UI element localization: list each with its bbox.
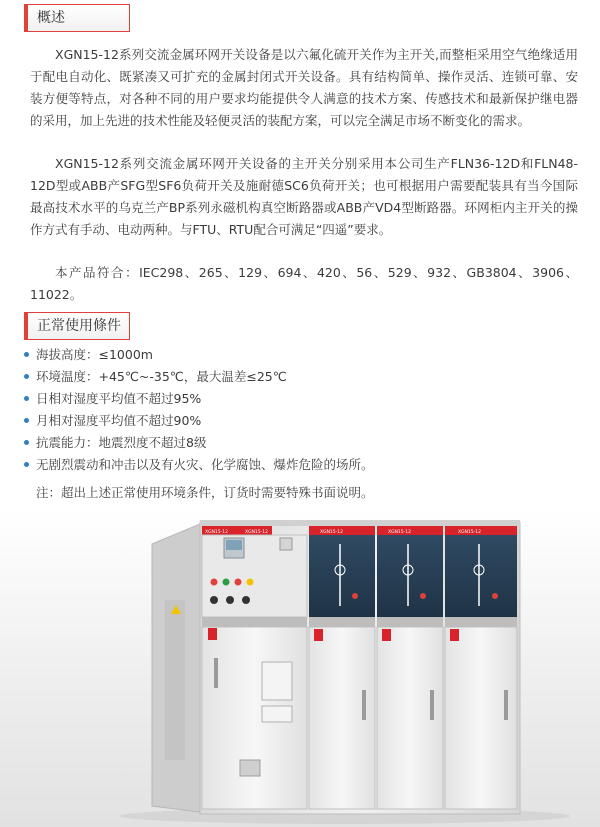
list-item (22, 410, 582, 432)
conditions-note: 注：超出上述正常使用环境条件，订货时需要特殊书面说明。 (36, 485, 374, 500)
bullet-icon (24, 440, 29, 445)
condition-text: 无剧烈震动和冲击以及有火灾、化学腐蚀、爆炸危险的场所。 (36, 457, 374, 472)
list-item (22, 454, 582, 476)
condition-text: 月相对湿度平均值不超过90% (36, 413, 202, 428)
overview-heading: 概述 (24, 4, 130, 32)
list-item (22, 366, 582, 388)
list-item (22, 388, 582, 410)
condition-text: 环境温度：+45℃~-35℃，最大温差≤25℃ (36, 369, 287, 384)
condition-text: 日相对湿度平均值不超过95% (36, 391, 202, 406)
overview-paragraph-1: XGN15-12系列交流金属环网开关设备是以六氟化硫开关作为主开关,而整柜采用空气绝缘适用于配电自动化、既紧凑又可扩充的金属封闭式开关设备。具有结构简单、操作灵活、连锁可靠、安装方便等特点，对各种不同的用户要求均能提供令人满意的技术方案、传感技术和最新保护继电器的采用，加上先进的技术性能及轻便灵活的装配方案，可以完全满足市场不断变化的需求。 (30, 47, 578, 128)
condition-text: 抗震能力：地震烈度不超过8级 (36, 435, 207, 450)
conditions-heading: 正常使用條件 (24, 312, 130, 340)
panel-label: XGN15-12 (388, 530, 412, 535)
bullet-icon (24, 418, 29, 423)
panel-label: XGN15-12 (205, 530, 229, 535)
panel-label: XGN15-12 (458, 530, 482, 535)
panel-2 (309, 526, 375, 809)
panel-label: XGN15-12 (245, 530, 269, 535)
conditions-list (22, 344, 582, 476)
panel-1 (202, 526, 307, 809)
condition-text: 海拔高度：≤1000m (36, 347, 153, 362)
bullet-icon (24, 352, 29, 357)
list-item (22, 344, 582, 366)
bullet-icon (24, 374, 29, 379)
switchgear-cabinet-image (0, 510, 600, 827)
list-item (22, 432, 582, 454)
bullet-icon (24, 396, 29, 401)
overview-paragraph-2: XGN15-12系列交流金属环网开关设备的主开关分别采用本公司生产FLN36-12D和FLN48-12D型或ABB产SFG型SF6负荷开关及施耐德SC6负荷开关；也可根据用户需要配装具有当今国际最高技术水平的乌克兰产BP系列永磁机构真空断路器或ABB产VD4型断路器。环网柜内主开关的操作方式有手动、电动两种。与FTU、RTU配合可满足“四遥”要求。 (30, 156, 578, 237)
overview-paragraph-3: 本产品符合：IEC298、265、129、694、420、56、529、932、GB3804、3906、11022。 (30, 265, 578, 302)
panel-4 (445, 526, 517, 809)
bullet-icon (24, 462, 29, 467)
panel-3 (377, 526, 443, 809)
panel-label: XGN15-12 (320, 530, 344, 535)
